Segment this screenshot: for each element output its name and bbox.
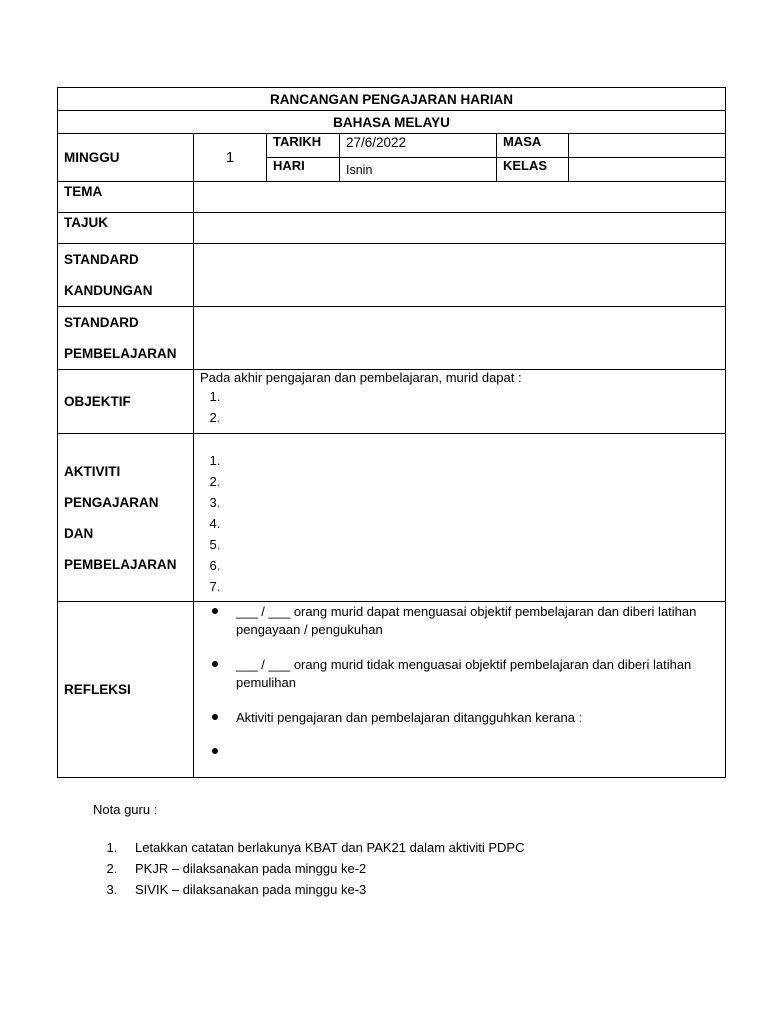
tema-label: TEMA <box>58 182 194 213</box>
masa-value[interactable] <box>569 134 726 158</box>
standard-pembelajaran-value[interactable] <box>194 307 726 370</box>
refleksi-item[interactable]: Aktiviti pengajaran dan pembelajaran ditangguhkan kerana : <box>208 709 719 727</box>
objektif-intro: Pada akhir pengajaran dan pembelajaran, murid dapat : <box>200 370 522 385</box>
aktiviti-item[interactable] <box>224 534 719 555</box>
minggu-label: MINGGU <box>58 134 194 182</box>
aktiviti-item[interactable] <box>224 450 719 471</box>
aktiviti-line1: AKTIVITI <box>64 463 121 479</box>
objektif-list <box>200 386 719 428</box>
masa-label: MASA <box>497 134 569 158</box>
note-item: 1. Letakkan catatan berlakunya KBAT dan PAK21 dalam aktiviti PDPC <box>121 837 525 858</box>
hari-label: HARI <box>267 158 340 182</box>
standard-kandungan-line2: KANDUNGAN <box>64 283 153 298</box>
aktiviti-value[interactable] <box>194 434 726 602</box>
standard-kandungan-value[interactable] <box>194 244 726 307</box>
refleksi-item[interactable]: ___ / ___ orang murid tidak menguasai objektif pembelajaran dan diberi latihan pemulihan <box>208 656 719 692</box>
bullet-icon <box>212 714 218 720</box>
standard-kandungan-line1: STANDARD <box>64 252 139 267</box>
kelas-value[interactable] <box>569 158 726 182</box>
bullet-icon <box>212 608 218 614</box>
kelas-label: KELAS <box>497 158 569 182</box>
teacher-notes <box>93 802 525 900</box>
plan-title: RANCANGAN PENGAJARAN HARIAN <box>58 88 726 111</box>
hari-value[interactable]: Isnin <box>340 158 497 182</box>
tema-value[interactable] <box>194 182 726 213</box>
refleksi-label: REFLEKSI <box>58 602 194 778</box>
aktiviti-item[interactable] <box>224 576 719 597</box>
notes-list <box>93 837 525 900</box>
standard-kandungan-label <box>58 244 194 307</box>
aktiviti-line4: PEMBELAJARAN <box>64 556 177 572</box>
tajuk-label: TAJUK <box>58 213 194 244</box>
standard-pembelajaran-line1: STANDARD <box>64 315 139 330</box>
tarikh-label: TARIKH <box>267 134 340 158</box>
objektif-item[interactable] <box>224 386 719 407</box>
aktiviti-item[interactable] <box>224 513 719 534</box>
aktiviti-line2: PENGAJARAN <box>64 494 159 510</box>
note-item: 3. SIVIK – dilaksanakan pada minggu ke-3 <box>121 879 525 900</box>
notes-title: Nota guru : <box>93 802 158 817</box>
subject-title: BAHASA MELAYU <box>58 111 726 134</box>
objektif-label: OBJEKTIF <box>58 370 194 434</box>
tajuk-value[interactable] <box>194 213 726 244</box>
note-item: 2. PKJR – dilaksanakan pada minggu ke-2 <box>121 858 525 879</box>
aktiviti-label <box>58 434 194 602</box>
aktiviti-list <box>200 450 719 597</box>
objektif-item[interactable] <box>224 407 719 428</box>
aktiviti-item[interactable] <box>224 471 719 492</box>
bullet-icon <box>212 661 218 667</box>
minggu-value[interactable]: 1 <box>194 134 267 182</box>
objektif-value[interactable] <box>194 370 726 434</box>
standard-pembelajaran-line2: PEMBELAJARAN <box>64 346 177 361</box>
bullet-icon <box>212 748 218 754</box>
refleksi-item[interactable]: ___ / ___ orang murid dapat menguasai objektif pembelajaran dan diberi latihan pengayaan / pengukuhan <box>208 603 719 639</box>
aktiviti-item[interactable] <box>224 492 719 513</box>
standard-pembelajaran-label <box>58 307 194 370</box>
aktiviti-line3: DAN <box>64 525 94 541</box>
refleksi-value[interactable] <box>194 602 726 778</box>
tarikh-value[interactable]: 27/6/2022 <box>340 134 497 158</box>
refleksi-list <box>200 603 719 727</box>
lesson-plan-table <box>57 87 726 778</box>
aktiviti-item[interactable] <box>224 555 719 576</box>
